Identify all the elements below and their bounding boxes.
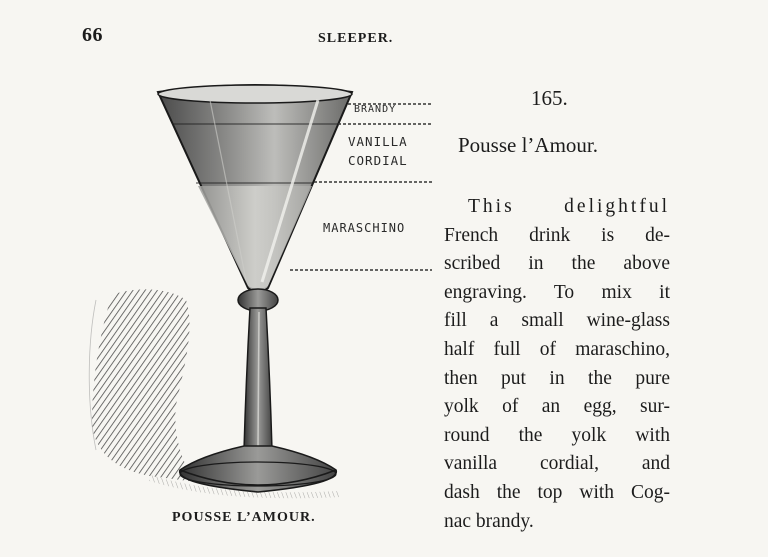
recipe-line: This delightful [468, 196, 670, 217]
vanilla-label-line2: CORDIAL [348, 153, 408, 168]
vanilla-label-line1: VANILLA [348, 134, 408, 149]
page-number: 66 [82, 24, 103, 46]
maraschino-label: MARASCHINO [323, 221, 406, 235]
recipe-line: engraving. To mix it [444, 281, 670, 303]
illustration-caption: POUSSE L’AMOUR. [172, 510, 316, 525]
recipe-line: then put in the pure [444, 367, 670, 389]
recipe-line: dash the top with Cog- [444, 481, 670, 503]
brandy-label: BRANDY [354, 104, 397, 115]
recipe-line: scribed in the above [444, 253, 670, 275]
recipe-body [444, 193, 670, 536]
recipe-line: fill a small wine-glass [444, 310, 670, 332]
recipe-line: French drink is de- [444, 224, 670, 246]
recipe-line: round the yolk with [444, 424, 670, 446]
recipe-line: vanilla cordial, and [444, 453, 670, 475]
running-head: SLEEPER. [318, 31, 394, 46]
recipe-line: yolk of an egg, sur- [444, 396, 670, 418]
recipe-title: Pousse l’Amour. [458, 133, 599, 157]
glass-shadow [92, 289, 196, 482]
recipe-line: half full of maraschino, [444, 338, 670, 360]
vanilla-cordial-label [348, 132, 408, 170]
recipe-line: nac brandy. [444, 510, 534, 532]
recipe-number: 165. [531, 86, 568, 110]
